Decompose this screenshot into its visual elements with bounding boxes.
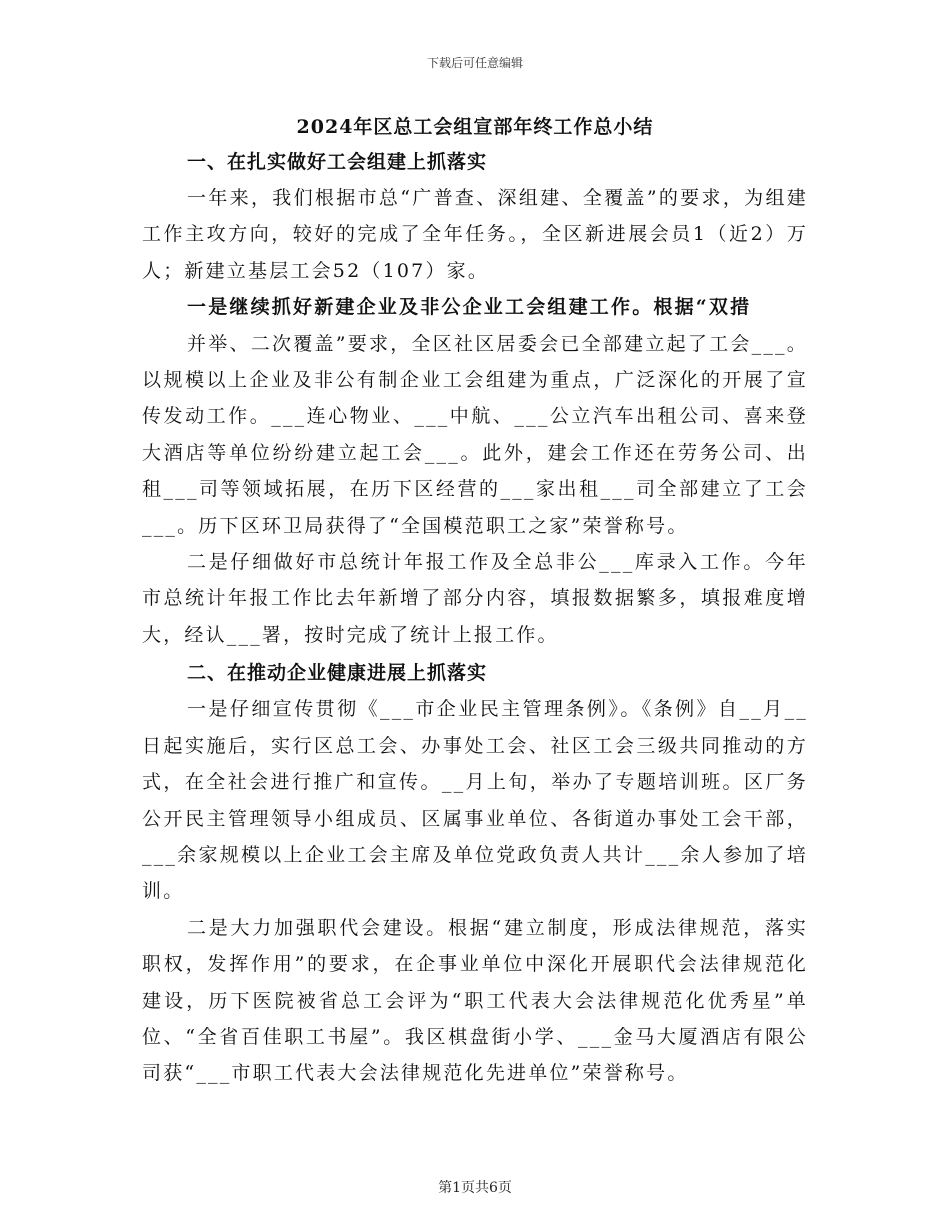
paragraph: 一年来，我们根据市总“广普查、深组建、全覆盖”的要求，为组建工作主攻方向，较好的完成了全年任务。，全区新进展会员1（近2）万人；新建立基层工会52（107）家。 bbox=[142, 187, 808, 282]
document-title: 2024年区总工会组宣部年终工作总小结 bbox=[296, 116, 654, 138]
section-heading-1: 一、在扎实做好工会组建上抓落实 bbox=[187, 151, 488, 173]
header-note: 下载后可任意编辑 bbox=[426, 56, 523, 70]
paragraph-lead: 一是继续抓好新建企业及非公企业工会组建工作。根据“双措 bbox=[187, 296, 752, 319]
paragraph: 一是仔细宣传贯彻《___市企业民主管理条例》。《条例》自__月__日起实施后，实行区总工会、办事处工会、社区工会三级共同推动的方式，在全社会进行推广和宣传。__月上旬，举办了专题培训班。区厂务公开民主管理领导小组成员、区属事业单位、各街道办事处工会干部，___余家规模以上企业工会主席及单位党政负责人共计___余人参加了培训。 bbox=[142, 698, 808, 903]
paragraph: 并举、二次覆盖”要求，全区社区居委会已全部建立起了工会___。以规模以上企业及非公有制企业工会组建为重点，广泛深化的开展了宣传发动工作。___连心物业、___中航、___公立汽车出租公司、喜来登大酒店等单位纷纷建立起工会___。此外，建会工作还在劳务公司、出租___司等领域拓展，在历下区经营的___家出租___司全部建立了工会___。历下区环卫局获得了“全国模范职工之家”荣誉称号。 bbox=[142, 332, 808, 537]
section-heading-2: 二、在推动企业健康进展上抓落实 bbox=[187, 662, 488, 685]
paragraph: 二是大力加强职代会建设。根据“建立制度，形成法律规范，落实职权，发挥作用”的要求，在企事业单位中深化开展职代会法律规范化建设，历下医院被省总工会评为“职工代表大会法律规范化优秀星”单位、“全省百佳职工书屋”。我区棋盘街小学、___金马大厦酒店有限公司获“___市职工代表大会法律规范化先进单位”荣誉称号。 bbox=[142, 916, 808, 1085]
page-footer: 第1页共6页 bbox=[438, 1180, 512, 1196]
paragraph: 二是仔细做好市总统计年报工作及全总非公___库录入工作。今年市总统计年报工作比去年新增了部分内容，填报数据繁多，填报难度增大，经认___署，按时完成了统计上报工作。 bbox=[142, 551, 808, 646]
document-body bbox=[142, 110, 808, 1092]
